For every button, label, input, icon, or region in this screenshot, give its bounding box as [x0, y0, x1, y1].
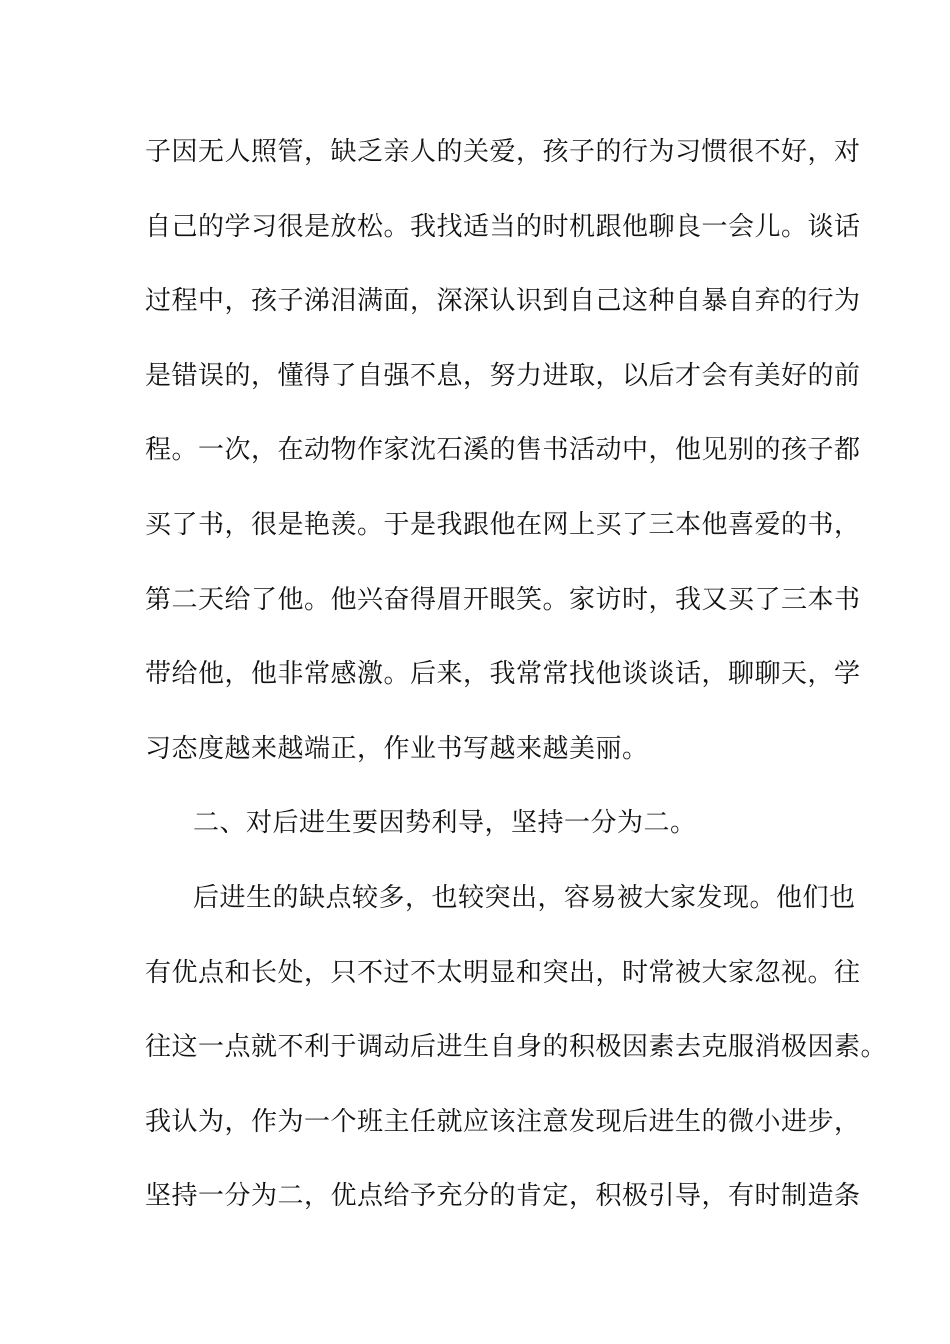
- body-text: [145, 128, 888, 1247]
- text-line-7: 第二天给了他。他兴奋得眉开眼笑。家访时，我又买了三本书: [145, 584, 861, 615]
- section-heading: 二、对后进生要因势利导，坚持一分为二。: [193, 808, 697, 839]
- text-line-8: 带给他，他非常感激。后来，我常常找他谈谈话，聊聊天，学: [145, 659, 861, 690]
- text-line-15: 坚持一分为二，优点给予充分的肯定，积极引导，有时制造条: [145, 1181, 861, 1212]
- text-line-14: 我认为，作为一个班主任就应该注意发现后进生的微小进步，: [145, 1106, 861, 1137]
- text-line-3: 过程中，孩子涕泪满面，深深认识到自己这种自暴自弃的行为: [145, 286, 861, 317]
- text-line-13: 往这一点就不利于调动后进生自身的积极因素去克服消极因素。: [145, 1032, 888, 1063]
- text-line-2: 自己的学习很是放松。我找适当的时机跟他聊良一会儿。谈话: [145, 211, 861, 242]
- text-line-9: 习态度越来越端正，作业书写越来越美丽。: [145, 733, 649, 764]
- text-line-11: 后进生的缺点较多，也较突出，容易被大家发现。他们也: [193, 882, 856, 913]
- text-line-6: 买了书，很是艳羡。于是我跟他在网上买了三本他喜爱的书，: [145, 509, 861, 540]
- text-line-4: 是错误的，懂得了自强不息，努力进取，以后才会有美好的前: [145, 360, 861, 391]
- text-line-12: 有优点和长处，只不过不太明显和突出，时常被大家忽视。往: [145, 957, 861, 988]
- text-line-5: 程。一次，在动物作家沈石溪的售书活动中，他见别的孩子都: [145, 435, 861, 466]
- text-line-1: 子因无人照管，缺乏亲人的关爱，孩子的行为习惯很不好，对: [145, 137, 861, 167]
